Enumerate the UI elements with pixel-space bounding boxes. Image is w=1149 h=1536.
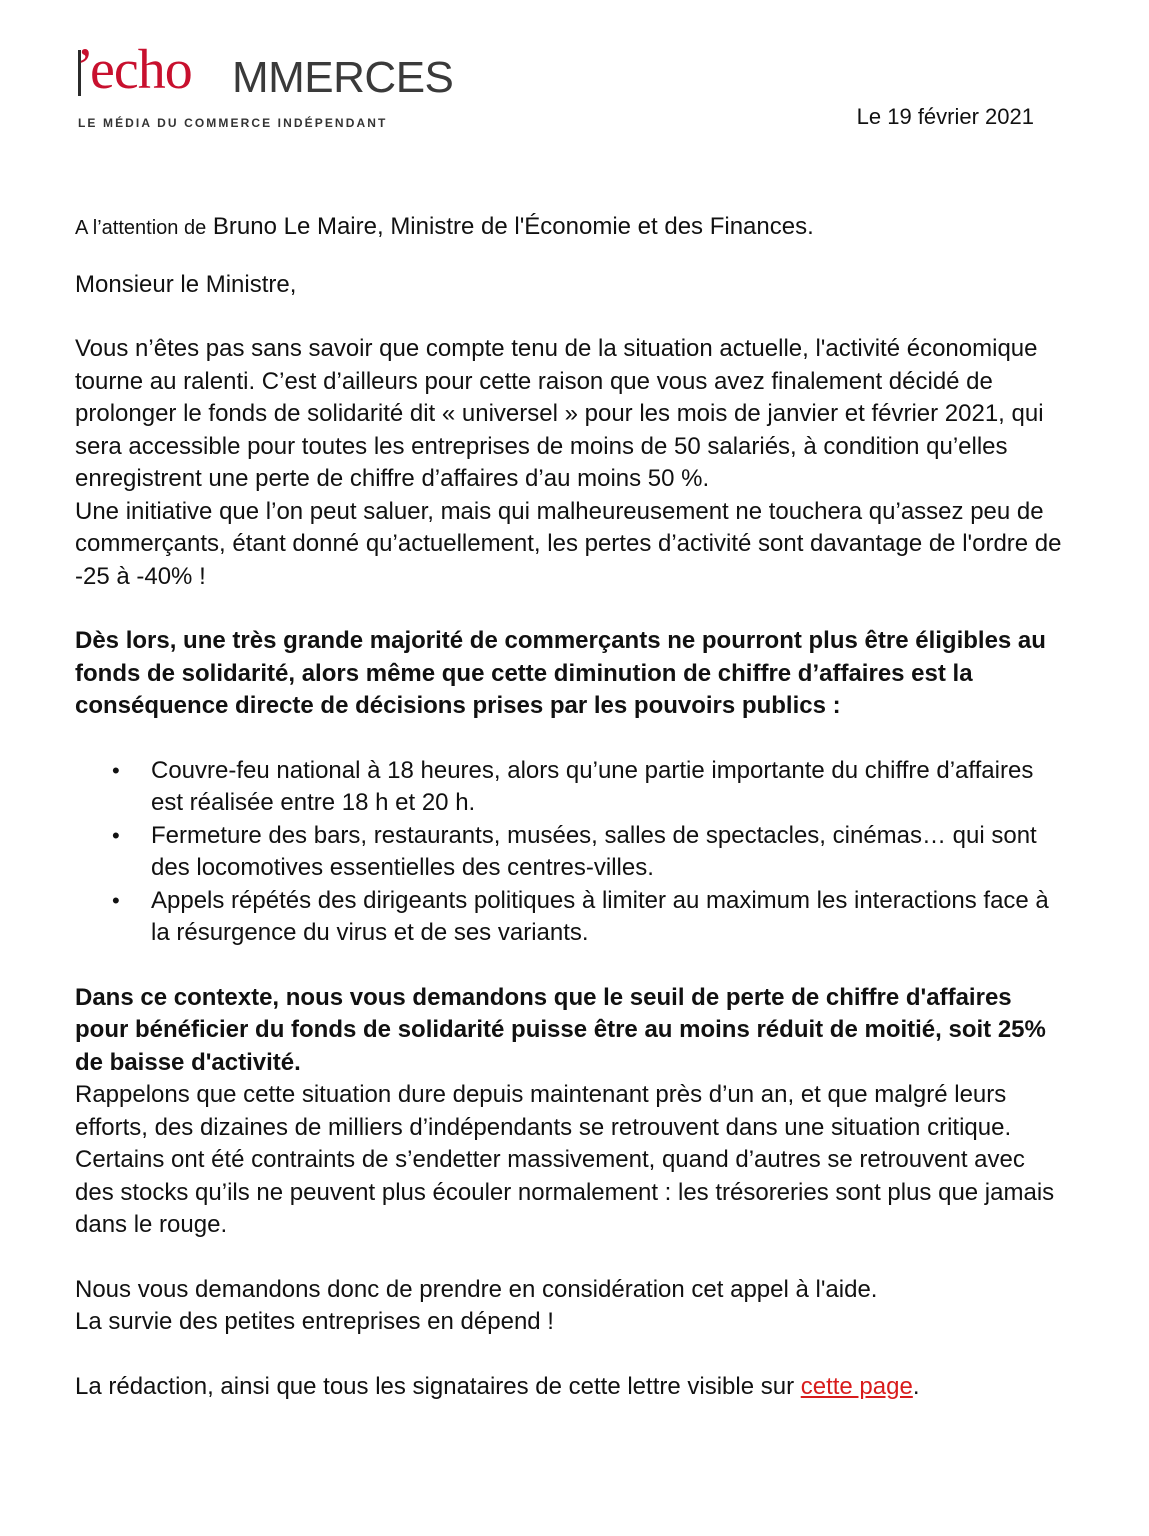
logo-tagline: LE MÉDIA DU COMMERCE INDÉPENDANT (78, 116, 388, 130)
addressee-label: A l’attention de (75, 217, 207, 239)
logo-apostrophe: ’ (76, 37, 94, 97)
letter-salutation: Monsieur le Ministre, (75, 270, 297, 298)
logo-echo: echo (90, 39, 192, 101)
paragraph-eligibility: Dès lors, une très grande majorité de commerçants ne pourront plus être éligibles au fonds de solidarité, alors même que cette diminution de chiffre d’affaires est la conséquence directe de décisions prises par les pouvoirs publics : (75, 627, 1046, 719)
echommerces-logo (76, 37, 454, 132)
paragraph-request: Dans ce contexte, nous vous demandons que le seuil de perte de chiffre d'affaires pour bénéficier du fonds de solidarité puisse être au moins réduit de moitié, soit 25% de baisse d'activité. (75, 983, 1046, 1076)
logo-mmerces: MMERCES (232, 53, 454, 102)
paragraph-context: Vous n’êtes pas sans savoir que compte tenu de la situation actuelle, l'activité économique tourne au ralenti. C’est d’ailleurs pour cette raison que vous avez finalement décidé de prolonger le fonds de solidarité dit « universel » pour les mois de janvier et février 2021, qui sera accessible pour toutes les entreprises de moins de 50 salariés, à condition qu’elles enregistrent une perte de chiffre d’affaires d’au moins 50 %. (75, 335, 1044, 492)
signatories-page-link[interactable]: cette page (800, 1372, 913, 1400)
list-item: • Appels répétés des dirigeants politiques à limiter au maximum les interactions face à la résurgence du virus et de ses variants. (75, 885, 1065, 950)
measures-list (75, 755, 1065, 950)
closing-text: La rédaction, ainsi que tous les signataires de cette lettre visible sur (75, 1372, 795, 1400)
list-item: • Couvre-feu national à 18 heures, alors qu’une partie importante du chiffre d’affaires est réalisée entre 18 h et 20 h. (75, 755, 1065, 820)
letter-addressee (75, 211, 1065, 245)
addressee-name: Bruno Le Maire, Ministre de l'Économie et des Finances. (212, 213, 814, 240)
letter-body (75, 211, 1065, 1403)
closing-end: . (912, 1372, 920, 1400)
paragraph-appeal-line2: La survie des petites entreprises en dépend ! (75, 1308, 554, 1335)
paragraph-initiative: Une initiative que l’on peut saluer, mais qui malheureusement ne touchera qu’assez peu de commerçants, étant donné qu’actuellement, les pertes d’activité sont davantage de l'ordre de -25 à -40% ! (75, 497, 1062, 590)
paragraph-situation: Rappelons que cette situation dure depuis maintenant près d’un an, et que malgré leurs efforts, des dizaines de milliers d’indépendants se retrouvent dans une situation critique. Certains ont été contraints de s’endetter massivement, quand d’autres se retrouvent avec des stocks qu’ils ne peuvent plus écouler normalement : les trésoreries sont plus que jamais dans le rouge. (75, 1081, 1055, 1238)
letter-date: Le 19 février 2021 (856, 104, 1034, 129)
paragraph-closing (75, 1371, 1065, 1404)
list-item: • Fermeture des bars, restaurants, musées, salles de spectacles, cinémas… qui sont des locomotives essentielles des centres-villes. (75, 820, 1065, 885)
paragraph-appeal-line1: Nous vous demandons donc de prendre en considération cet appel à l'aide. (75, 1275, 878, 1303)
